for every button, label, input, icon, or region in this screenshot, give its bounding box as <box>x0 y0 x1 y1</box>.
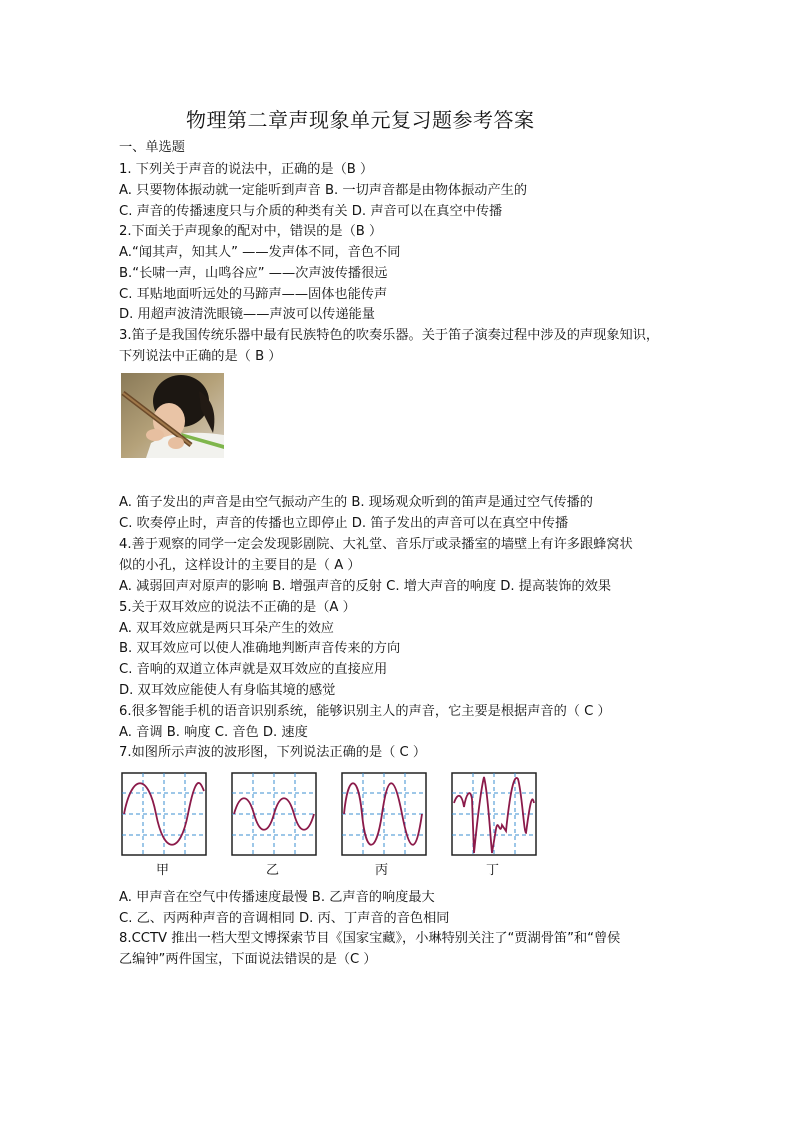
waveform-bing <box>342 773 426 855</box>
q1-options-ab: A. 只要物体振动就一定能听到声音 B. 一切声音都是由物体振动产生的 <box>119 183 528 198</box>
question-8-cont: 乙编钟”两件国宝，下面说法错误的是（C ） <box>119 952 377 967</box>
q3-options-cd: C. 吹奏停止时，声音的传播也立即停止 D. 笛子发出的声音可以在真空中传播 <box>119 516 569 531</box>
q3-options-ab: A. 笛子发出的声音是由空气振动产生的 B. 现场观众听到的笛声是通过空气传播的 <box>119 495 593 510</box>
q4-options: A. 减弱回声对原声的影响 B. 增强声音的反射 C. 增大声音的响度 D. 提高装饰的效果 <box>119 579 612 594</box>
question-3-cont: 下列说法中正确的是（ B ） <box>119 349 282 364</box>
question-6: 6.很多智能手机的语音识别系统，能够识别主人的声音，它主要是根据声音的（ C ） <box>119 704 611 719</box>
wave-label-jia: 甲 <box>156 863 170 878</box>
waveform-jia <box>122 773 206 855</box>
q2-option-d: D. 用超声波清洗眼镜——声波可以传递能量 <box>119 307 375 322</box>
section-heading: 一、单选题 <box>119 140 185 155</box>
question-1: 1. 下列关于声音的说法中，正确的是（B ） <box>119 162 374 177</box>
waveform-yi <box>232 773 316 855</box>
question-8: 8.CCTV 推出一档大型文博探索节目《国家宝藏》，小琳特别关注了“贾湖骨笛”和“曾侯 <box>119 931 621 946</box>
question-7: 7.如图所示声波的波形图，下列说法正确的是（ C ） <box>119 745 427 760</box>
waveform-figure <box>119 772 539 876</box>
question-4-cont: 似的小孔，这样设计的主要目的是（ A ） <box>119 558 361 573</box>
q2-option-c: C. 耳贴地面听远处的马蹄声——固体也能传声 <box>119 287 388 302</box>
flute-girl-photo <box>121 373 224 458</box>
q5-option-c: C. 音响的双道立体声就是双耳效应的直接应用 <box>119 662 388 677</box>
wave-label-ding: 丁 <box>486 863 500 878</box>
q5-option-d: D. 双耳效应能使人有身临其境的感觉 <box>119 683 336 698</box>
wave-label-bing: 丙 <box>375 863 389 878</box>
waveform-ding <box>452 773 536 855</box>
q6-options: A. 音调 B. 响度 C. 音色 D. 速度 <box>119 725 308 740</box>
question-4: 4.善于观察的同学一定会发现影剧院、大礼堂、音乐厅或录播室的墙壁上有许多跟蜂窝状 <box>119 537 633 552</box>
q5-option-b: B. 双耳效应可以使人准确地判断声音传来的方向 <box>119 641 401 656</box>
q5-option-a: A. 双耳效应就是两只耳朵产生的效应 <box>119 621 334 636</box>
wave-label-yi: 乙 <box>266 863 280 878</box>
question-2: 2.下面关于声现象的配对中，错误的是（B ） <box>119 224 383 239</box>
q7-options-cd: C. 乙、丙两种声音的音调相同 D. 丙、丁声音的音色相同 <box>119 911 450 926</box>
question-3: 3.笛子是我国传统乐器中最有民族特色的吹奏乐器。关于笛子演奏过程中涉及的声现象知识， <box>119 328 660 343</box>
q2-option-b: B.“长啸一声，山鸣谷应” ——次声波传播很远 <box>119 266 388 281</box>
q2-option-a: A.“闻其声，知其人” ——发声体不同，音色不同 <box>119 245 401 260</box>
page-title: 物理第二章声现象单元复习题参考答案 <box>186 108 535 132</box>
q7-options-ab: A. 甲声音在空气中传播速度最慢 B. 乙声音的响度最大 <box>119 890 435 905</box>
q1-options-cd: C. 声音的传播速度只与介质的种类有关 D. 声音可以在真空中传播 <box>119 204 503 219</box>
question-5: 5.关于双耳效应的说法不正确的是（A ） <box>119 600 356 615</box>
